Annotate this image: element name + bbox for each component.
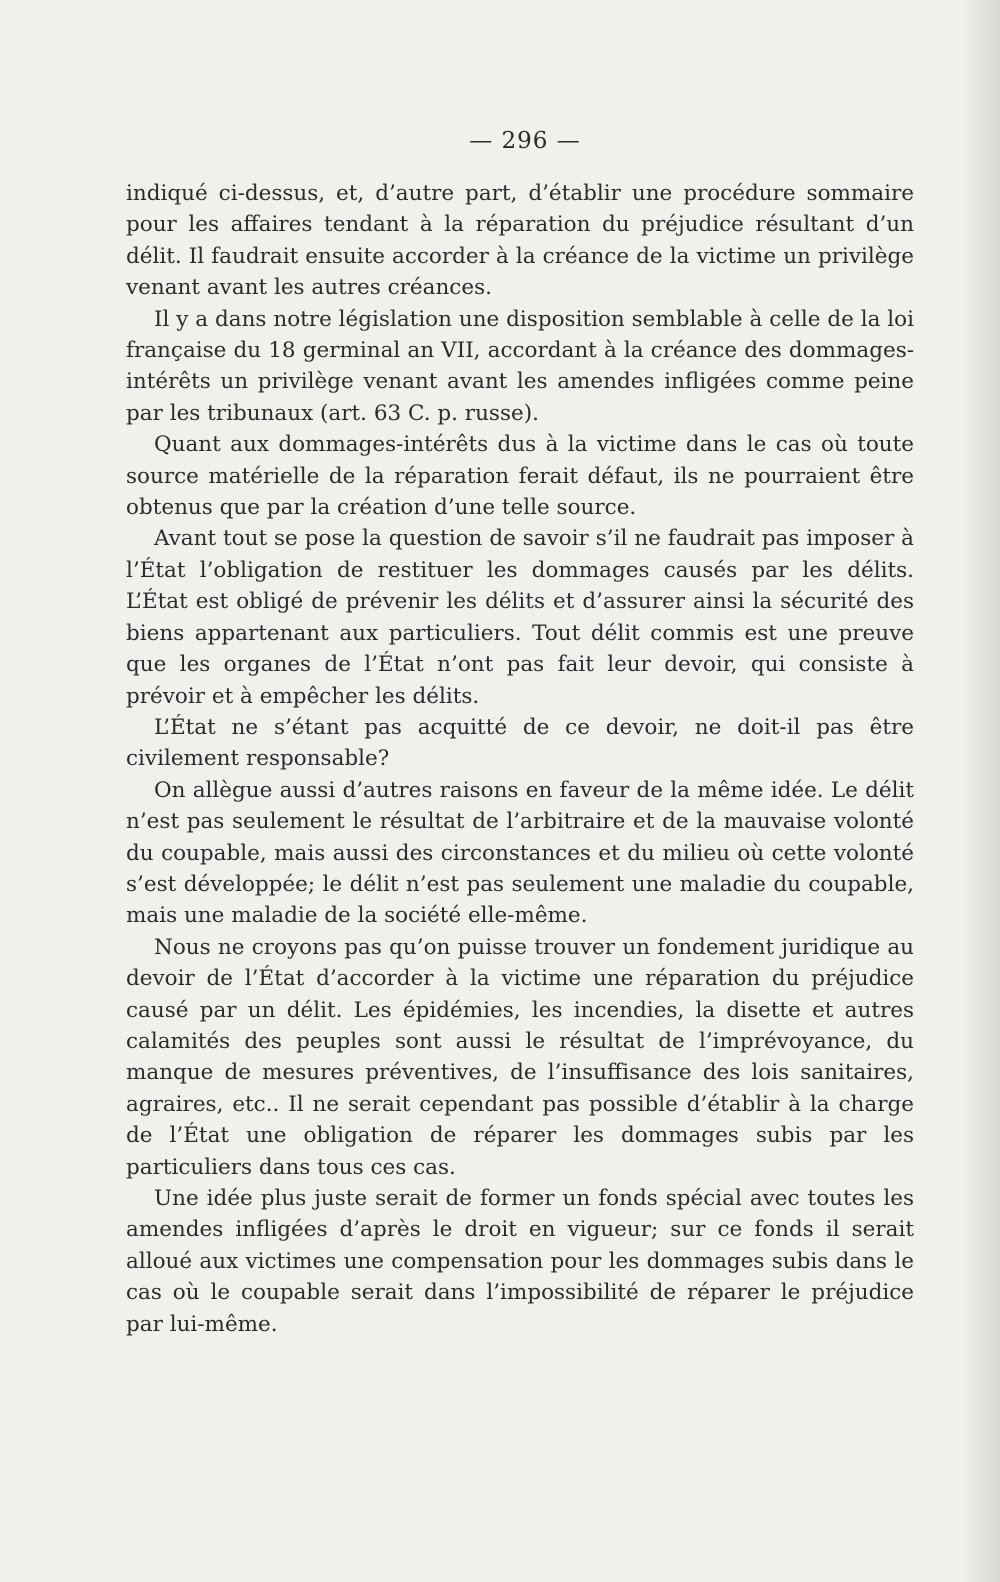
- page-edge-shadow: [960, 0, 1000, 1582]
- paragraph-6: On allègue aussi d’autres raisons en faveur de la même idée. Le délit n’est pas seulement le résultat de l’arbitraire et de la mauvaise volonté du coupable, mais aussi des circonstances et du milieu où cette volonté s’est développée; le délit n’est pas seulement une maladie du coupable, mais une maladie de la société elle-même.: [126, 777, 914, 929]
- paragraph-5: L’État ne s’étant pas acquitté de ce devoir, ne doit-il pas être civilement responsable?: [126, 714, 914, 772]
- paragraph-2: Il y a dans notre législation une disposition semblable à celle de la loi française du 18 germinal an VII, accordant à la créance des dommages-intérêts un privilège venant avant les amendes infligées comme peine par les tribunaux (art. 63 C. p. russe).: [126, 306, 914, 426]
- paragraph-4: Avant tout se pose la question de savoir s’il ne faudrait pas imposer à l’État l’obligation de restituer les dommages causés par les délits. L’État est obligé de prévenir les délits et d’assurer ainsi la sécurité des biens appartenant aux particuliers. Tout délit commis est une preuve que les organes de l’État n’ont pas fait leur devoir, qui consiste à prévoir et à empêcher les délits.: [126, 526, 914, 709]
- page-number: — 296 —: [469, 128, 581, 154]
- paragraph-7: Nous ne croyons pas qu’on puisse trouver un fondement juridique au devoir de l’État d’accorder à la victime une réparation du préjudice causé par un délit. Les épidémies, les incendies, la disette et autres calamités des peuples sont aussi le résultat de l’imprévoyance, du manque de mesures préventives, de l’insuffisance des lois sanitaires, agraires, etc.. Il ne serait cependant pas possible d’établir à la charge de l’État une obligation de réparer les dommages subis par les particuliers dans tous ces cas.: [126, 934, 914, 1180]
- paragraph-8: Une idée plus juste serait de former un fonds spécial avec toutes les amendes infligées d’après le droit en vigueur; sur ce fonds il serait alloué aux victimes une compensation pour les dommages subis dans le cas où le coupable serait dans l’impossibilité de réparer le préjudice par lui-même.: [126, 1186, 914, 1337]
- paragraph-3: Quant aux dommages-intérêts dus à la victime dans le cas où toute source matérielle de la réparation ferait défaut, ils ne pourraient être obtenus que par la création d’une telle source.: [126, 432, 914, 521]
- book-page: [126, 128, 914, 1340]
- paragraph-1: indiqué ci-dessus, et, d’autre part, d’établir une procédure sommaire pour les affaires tendant à la réparation du préjudice résultant d’un délit. Il faudrait ensuite accorder à la créance de la victime un privilège venant avant les autres créances.: [126, 181, 914, 301]
